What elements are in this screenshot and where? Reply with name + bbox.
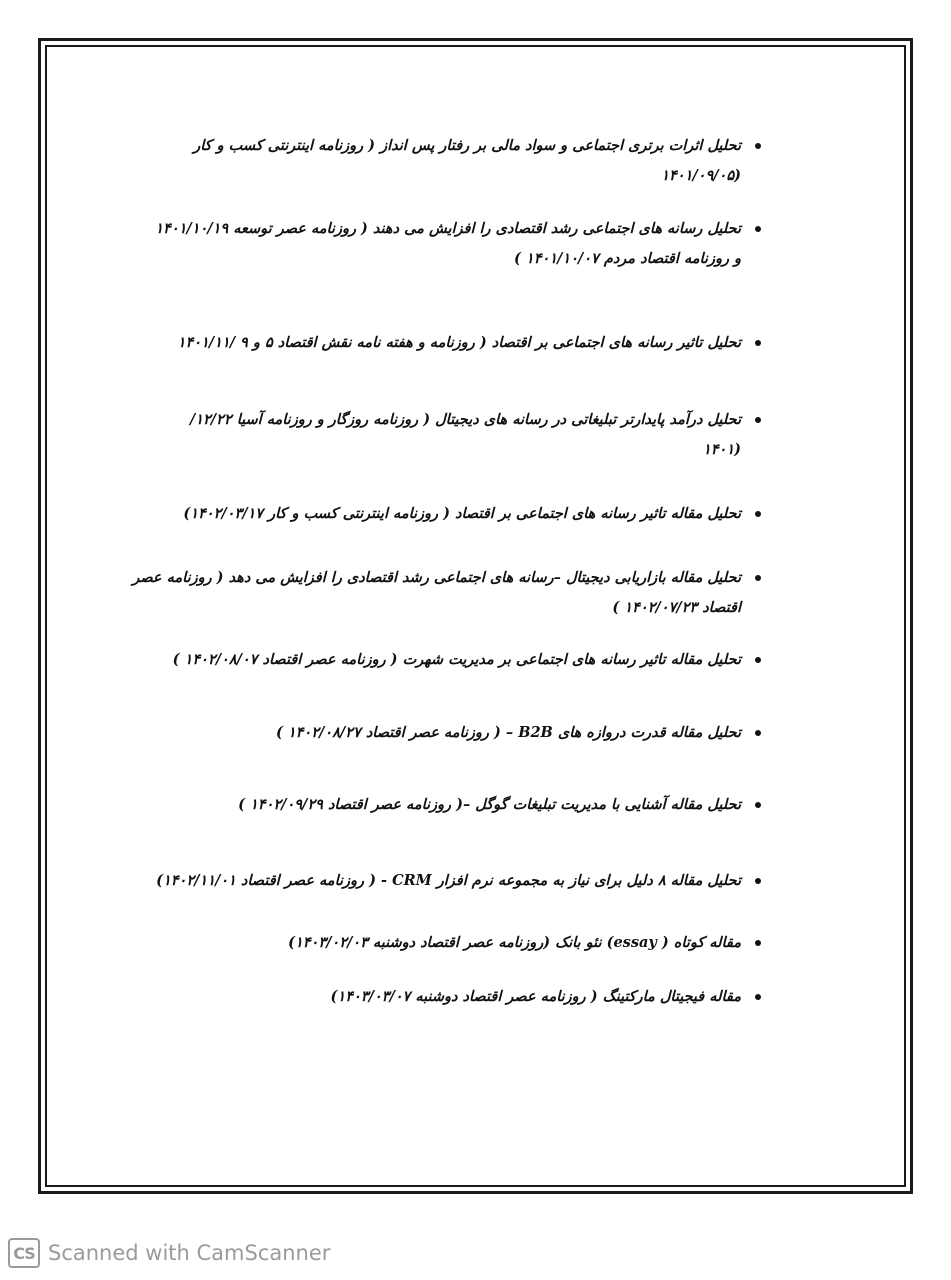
bullet-icon (755, 730, 761, 736)
list-item-line: تحلیل مقاله بازاریابی دیجیتال –رسانه های اجتماعی رشد اقتصادی را افزایش می دهد ( روزنامه عصر (132, 569, 741, 586)
bullet-icon (755, 878, 761, 884)
bullet-icon (755, 417, 761, 423)
camscanner-logo-icon: CS (8, 1238, 40, 1268)
camscanner-watermark (8, 1238, 330, 1268)
list-item (156, 866, 761, 896)
list-item-line: تحلیل اثرات برتری اجتماعی و سواد مالی بر رفتار پس انداز ( روزنامه اینترنتی کسب و کار (193, 137, 741, 154)
list-item (276, 718, 761, 748)
list-item (183, 499, 761, 529)
bullet-icon (755, 143, 761, 149)
bullet-icon (755, 940, 761, 946)
list-item (288, 928, 761, 958)
list-item (178, 328, 761, 358)
list-item-line: (۱۴۰۱/۰۹/۰۵ (661, 167, 741, 184)
list-item-line: تحلیل مقاله ۸ دلیل برای نیاز به مجموعه نرم افزار CRM - ( روزنامه عصر اقتصاد ۱۴۰۲/۱۱/۰۱) (156, 872, 741, 889)
bullet-icon (755, 226, 761, 232)
list-item (132, 563, 761, 623)
list-item (190, 405, 761, 465)
list-item-line: تحلیل تاثیر رسانه های اجتماعی بر اقتصاد ( روزنامه و هفته نامه نقش اقتصاد ۵ و ۹ /۱۴۰۱/۱۱ (177, 334, 741, 351)
bullet-icon (755, 511, 761, 517)
list-item-line: تحلیل مقاله تاثیر رسانه های اجتماعی بر مدیریت شهرت ( روزنامه عصر اقتصاد ۱۴۰۲/۰۸/۰۷ ) (172, 651, 741, 668)
bullet-icon (755, 575, 761, 581)
list-item (173, 645, 761, 675)
list-item (155, 214, 761, 274)
list-item-line: اقتصاد ۱۴۰۲/۰۷/۲۳ ) (612, 599, 741, 616)
list-item-line: تحلیل مقاله قدرت دروازه های B2B – ( روزنامه عصر اقتصاد ۱۴۰۲/۰۸/۲۷ ) (275, 724, 741, 741)
list-item-line: تحلیل رسانه های اجتماعی رشد اقتصادی را افزایش می دهند ( روزنامه عصر توسعه ۱۴۰۱/۱۰/۱۹ (155, 220, 741, 237)
list-item (238, 790, 761, 820)
bullet-icon (755, 657, 761, 663)
list-item (331, 982, 761, 1012)
list-item-line: تحلیل مقاله آشنایی با مدیریت تبلیغات گوگل –( روزنامه عصر اقتصاد ۱۴۰۲/۰۹/۲۹ ) (238, 796, 741, 813)
bullet-icon (755, 802, 761, 808)
bullet-icon (755, 994, 761, 1000)
list-item-line: تحلیل مقاله تاثیر رسانه های اجتماعی بر اقتصاد ( روزنامه اینترنتی کسب و کار ۱۴۰۲/۰۳/۱۷) (183, 505, 741, 522)
list-item-line: مقاله کوتاه ( essay) نئو بانک (روزنامه عصر اقتصاد دوشنبه ۱۴۰۳/۰۲/۰۳) (288, 934, 741, 951)
list-item-line: و روزنامه اقتصاد مردم ۱۴۰۱/۱۰/۰۷ ) (513, 250, 741, 267)
watermark-text: Scanned with CamScanner (48, 1241, 331, 1265)
list-item-line: تحلیل درآمد پایدارتر تبلیغاتی در رسانه های دیجیتال ( روزنامه روزگار و روزنامه آسیا ۱۲/۲۲/ (189, 411, 741, 428)
list-item-line: (۱۴۰۱ (702, 441, 741, 458)
list-item (193, 131, 761, 191)
bullet-icon (755, 340, 761, 346)
list-item-line: مقاله فیجیتال مارکتینگ ( روزنامه عصر اقتصاد دوشنبه ۱۴۰۳/۰۳/۰۷) (330, 988, 741, 1005)
